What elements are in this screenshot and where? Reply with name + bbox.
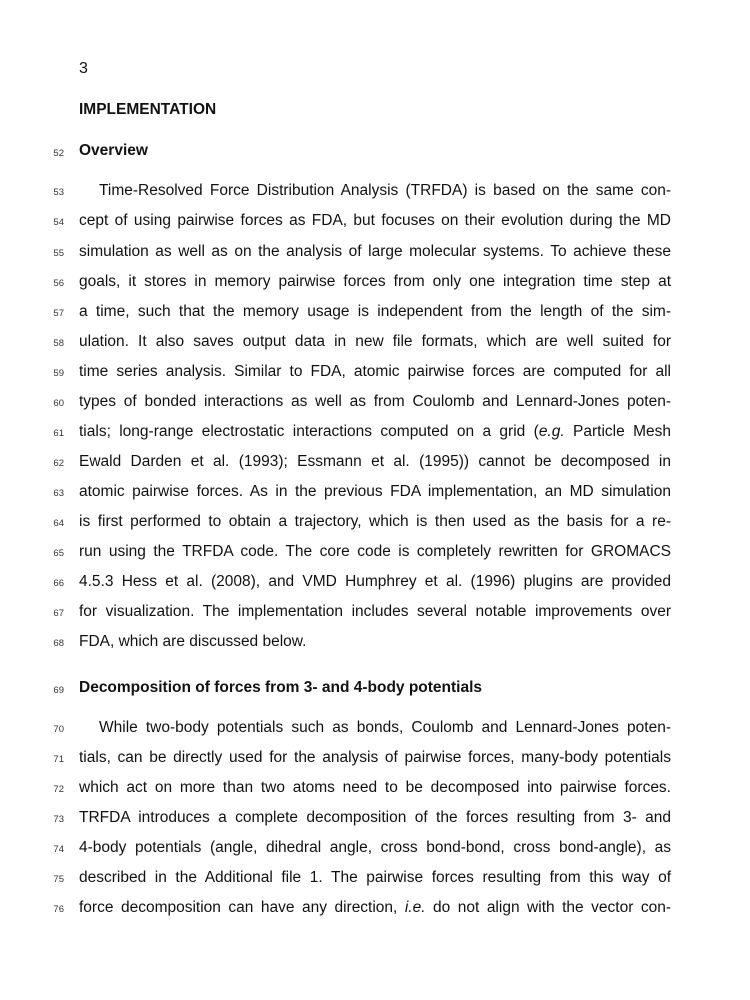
text-line: TRFDA introduces a complete decomposition of the forces resulting from 3- and [79, 809, 671, 826]
text-line: 4-body potentials (angle, dihedral angle, cross bond-bond, cross bond-angle), as [79, 839, 671, 856]
line-number: 76 [53, 904, 64, 915]
text-line: ulation. It also saves output data in new file formats, which are well suited for [79, 333, 671, 350]
line-number: 66 [53, 578, 64, 589]
text-line: 4.5.3 Hess et al. (2008), and VMD Humphrey et al. (1996) plugins are provided [79, 573, 671, 590]
subsection-heading: Overview [79, 142, 148, 159]
text-line: Ewald Darden et al. (1993); Essmann et al. (1995)) cannot be decomposed in [79, 453, 671, 470]
text-line: Time-Resolved Force Distribution Analysis (TRFDA) is based on the same con- [99, 182, 671, 199]
line-number: 61 [53, 428, 64, 439]
line-number: 65 [53, 548, 64, 559]
line-number: 56 [53, 278, 64, 289]
line-number: 74 [53, 844, 64, 855]
line-number: 70 [53, 724, 64, 735]
text-line: types of bonded interactions as well as from Coulomb and Lennard-Jones poten- [79, 393, 671, 410]
line-number: 57 [53, 308, 64, 319]
text-line: for visualization. The implementation includes several notable improvements over [79, 603, 671, 620]
text-line: is first performed to obtain a trajectory, which is then used as the basis for a re- [79, 513, 671, 530]
line-number: 67 [53, 608, 64, 619]
line-number: 54 [53, 217, 64, 228]
line-number: 68 [53, 638, 64, 649]
line-number: 59 [53, 368, 64, 379]
text-line: atomic pairwise forces. As in the previous FDA implementation, an MD simulation [79, 483, 671, 500]
line-number: 52 [53, 148, 64, 159]
line-number: 75 [53, 874, 64, 885]
text-line: described in the Additional file 1. The pairwise forces resulting from this way of [79, 869, 671, 886]
line-number: 58 [53, 338, 64, 349]
text-line: goals, it stores in memory pairwise forces from only one integration time step at [79, 273, 671, 290]
line-number: 53 [53, 187, 64, 198]
text-line: tials; long-range electrostatic interactions computed on a grid (e.g. Particle Mesh [79, 423, 671, 440]
line-number: 64 [53, 518, 64, 529]
section-title: IMPLEMENTATION [79, 101, 217, 118]
text-line: FDA, which are discussed below. [79, 633, 307, 650]
line-number: 62 [53, 458, 64, 469]
text-line: force decomposition can have any direction, i.e. do not align with the vector con- [79, 899, 672, 916]
line-number: 72 [53, 784, 64, 795]
text-line: a time, such that the memory usage is independent from the length of the sim- [79, 303, 671, 320]
text-line: which act on more than two atoms need to be decomposed into pairwise forces. [79, 779, 671, 796]
page-number: 3 [79, 60, 88, 77]
line-number: 63 [53, 488, 64, 499]
text-line: time series analysis. Similar to FDA, atomic pairwise forces are computed for all [79, 363, 671, 380]
line-number: 71 [53, 754, 64, 765]
line-number: 69 [53, 685, 64, 696]
text-line: simulation as well as on the analysis of large molecular systems. To achieve these [79, 243, 671, 260]
line-number: 73 [53, 814, 64, 825]
line-number: 60 [53, 398, 64, 409]
subsection-heading: Decomposition of forces from 3- and 4-body potentials [79, 679, 483, 696]
text-line: cept of using pairwise forces as FDA, but focuses on their evolution during the MD [79, 212, 671, 229]
text-line: tials, can be directly used for the analysis of pairwise forces, many-body potentials [79, 749, 671, 766]
line-number: 55 [53, 248, 64, 259]
text-line: While two-body potentials such as bonds, Coulomb and Lennard-Jones poten- [99, 719, 671, 736]
text-line: run using the TRFDA code. The core code is completely rewritten for GROMACS [79, 543, 671, 560]
